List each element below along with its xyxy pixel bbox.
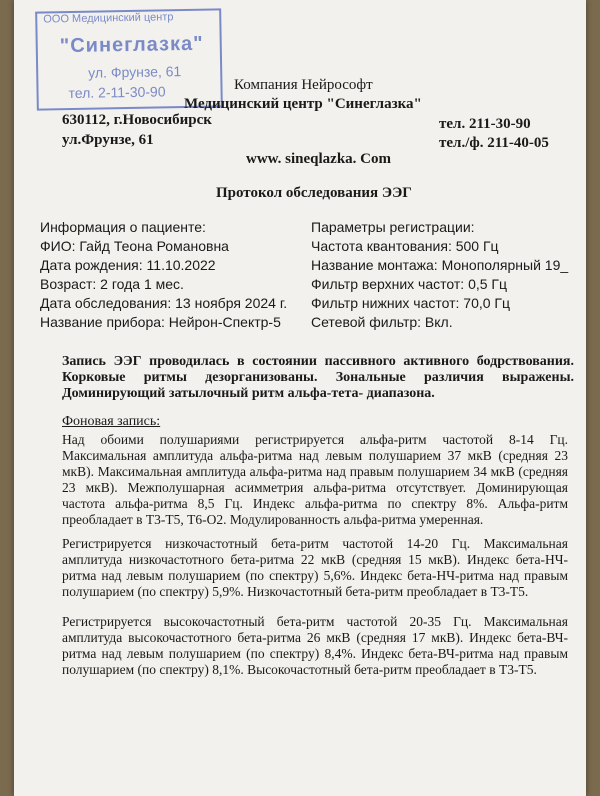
stamp-line-1: ООО Медицинский центр [43, 11, 174, 26]
summary-paragraph: Запись ЭЭГ проводилась в состоянии пассивного активного бодрствования. Корковые ритмы дезорганизованы. Зональные различия выражены. Доминирующий затылочный ритм альфа-тета- диапазона. [62, 354, 574, 401]
stamp-line-2: "Синеглазка" [59, 32, 204, 58]
patient-birth: Дата рождения: 11.10.2022 [40, 257, 216, 273]
company-name: Компания Нейрософт [234, 77, 373, 93]
patient-name: ФИО: Гайд Теона Романовна [40, 238, 229, 254]
stamp-line-3: ул. Фрунзе, 61 [88, 63, 182, 81]
sampling-rate: Частота квантования: 500 Гц [311, 238, 499, 254]
exam-date: Дата обследования: 13 ноября 2024 г. [40, 295, 288, 311]
patient-age: Возраст: 2 года 1 мес. [40, 276, 184, 292]
address-city: 630112, г.Новосибирск [62, 112, 212, 128]
patient-heading: Информация о пациенте: [40, 219, 206, 235]
center-name: Медицинский центр "Синеглазка" [184, 96, 422, 112]
beta-high-paragraph: Регистрируется высокочастотный бета-ритм частотой 20-35 Гц. Максимальная амплитуда высокочастотного бета-ритма 26 мкВ (средняя 17 мкВ). Индекс бета-ВЧ-ритма над левым полушарием (по спектру) 8,4%. Индекс бета-ВЧ-ритма над правым полушарием (по спектру) 8,1%. Высокочастотный бета-ритм преобладает в Т3-Т5. [62, 614, 568, 677]
protocol-title: Протокол обследования ЭЭГ [216, 185, 412, 201]
beta-low-paragraph: Регистрируется низкочастотный бета-ритм частотой 14-20 Гц. Максимальная амплитуда низкочастотного бета-ритма 22 мкВ (средняя 15 мкВ). Индекс бета-НЧ-ритма над левым полушарием (по спектру) 5,6%. Индекс бета-НЧ-ритма над правым полушарием (по спектру) 5,9%. Низкочастотный бета-ритм преобладает в Т3-Т5. [62, 536, 568, 599]
registration-heading: Параметры регистрации: [311, 219, 475, 235]
fax: тел./ф. 211-40-05 [439, 135, 549, 151]
document-page [14, 0, 586, 796]
lf-filter: Фильтр нижних частот: 70,0 Гц [311, 295, 511, 311]
montage-name: Название монтажа: Монополярный 19_ [311, 257, 569, 273]
phone: тел. 211-30-90 [439, 116, 531, 132]
website: www. sineqlazka. Com [246, 151, 392, 167]
device-name: Название прибора: Нейрон-Спектр-5 [40, 314, 281, 330]
background-title: Фоновая запись: [62, 414, 161, 429]
stamp-line-4: тел. 2-11-30-90 [68, 83, 166, 102]
notch-filter: Сетевой фильтр: Вкл. [311, 314, 453, 330]
alpha-paragraph: Над обоими полушариями регистрируется альфа-ритм частотой 8-14 Гц. Максимальная амплитуда альфа-ритма над левым полушарием 37 мкВ (средняя 23 мкВ). Максимальная амплитуда альфа-ритма над правым полушарием 34 мкВ (средняя 23 мкВ). Межполушарная асимметрия альфа-ритма отсутствует. Доминирующая частота альфа-ритма 8,5 Гц. Индекс альфа-ритма по спектру 8%. Альфа-ритм преобладает в Т3-Т5, Т6-О2. Модулированность альфа-ритма умеренная. [62, 432, 568, 527]
address-street: ул.Фрунзе, 61 [62, 132, 154, 148]
hf-filter: Фильтр верхних частот: 0,5 Гц [311, 276, 508, 292]
